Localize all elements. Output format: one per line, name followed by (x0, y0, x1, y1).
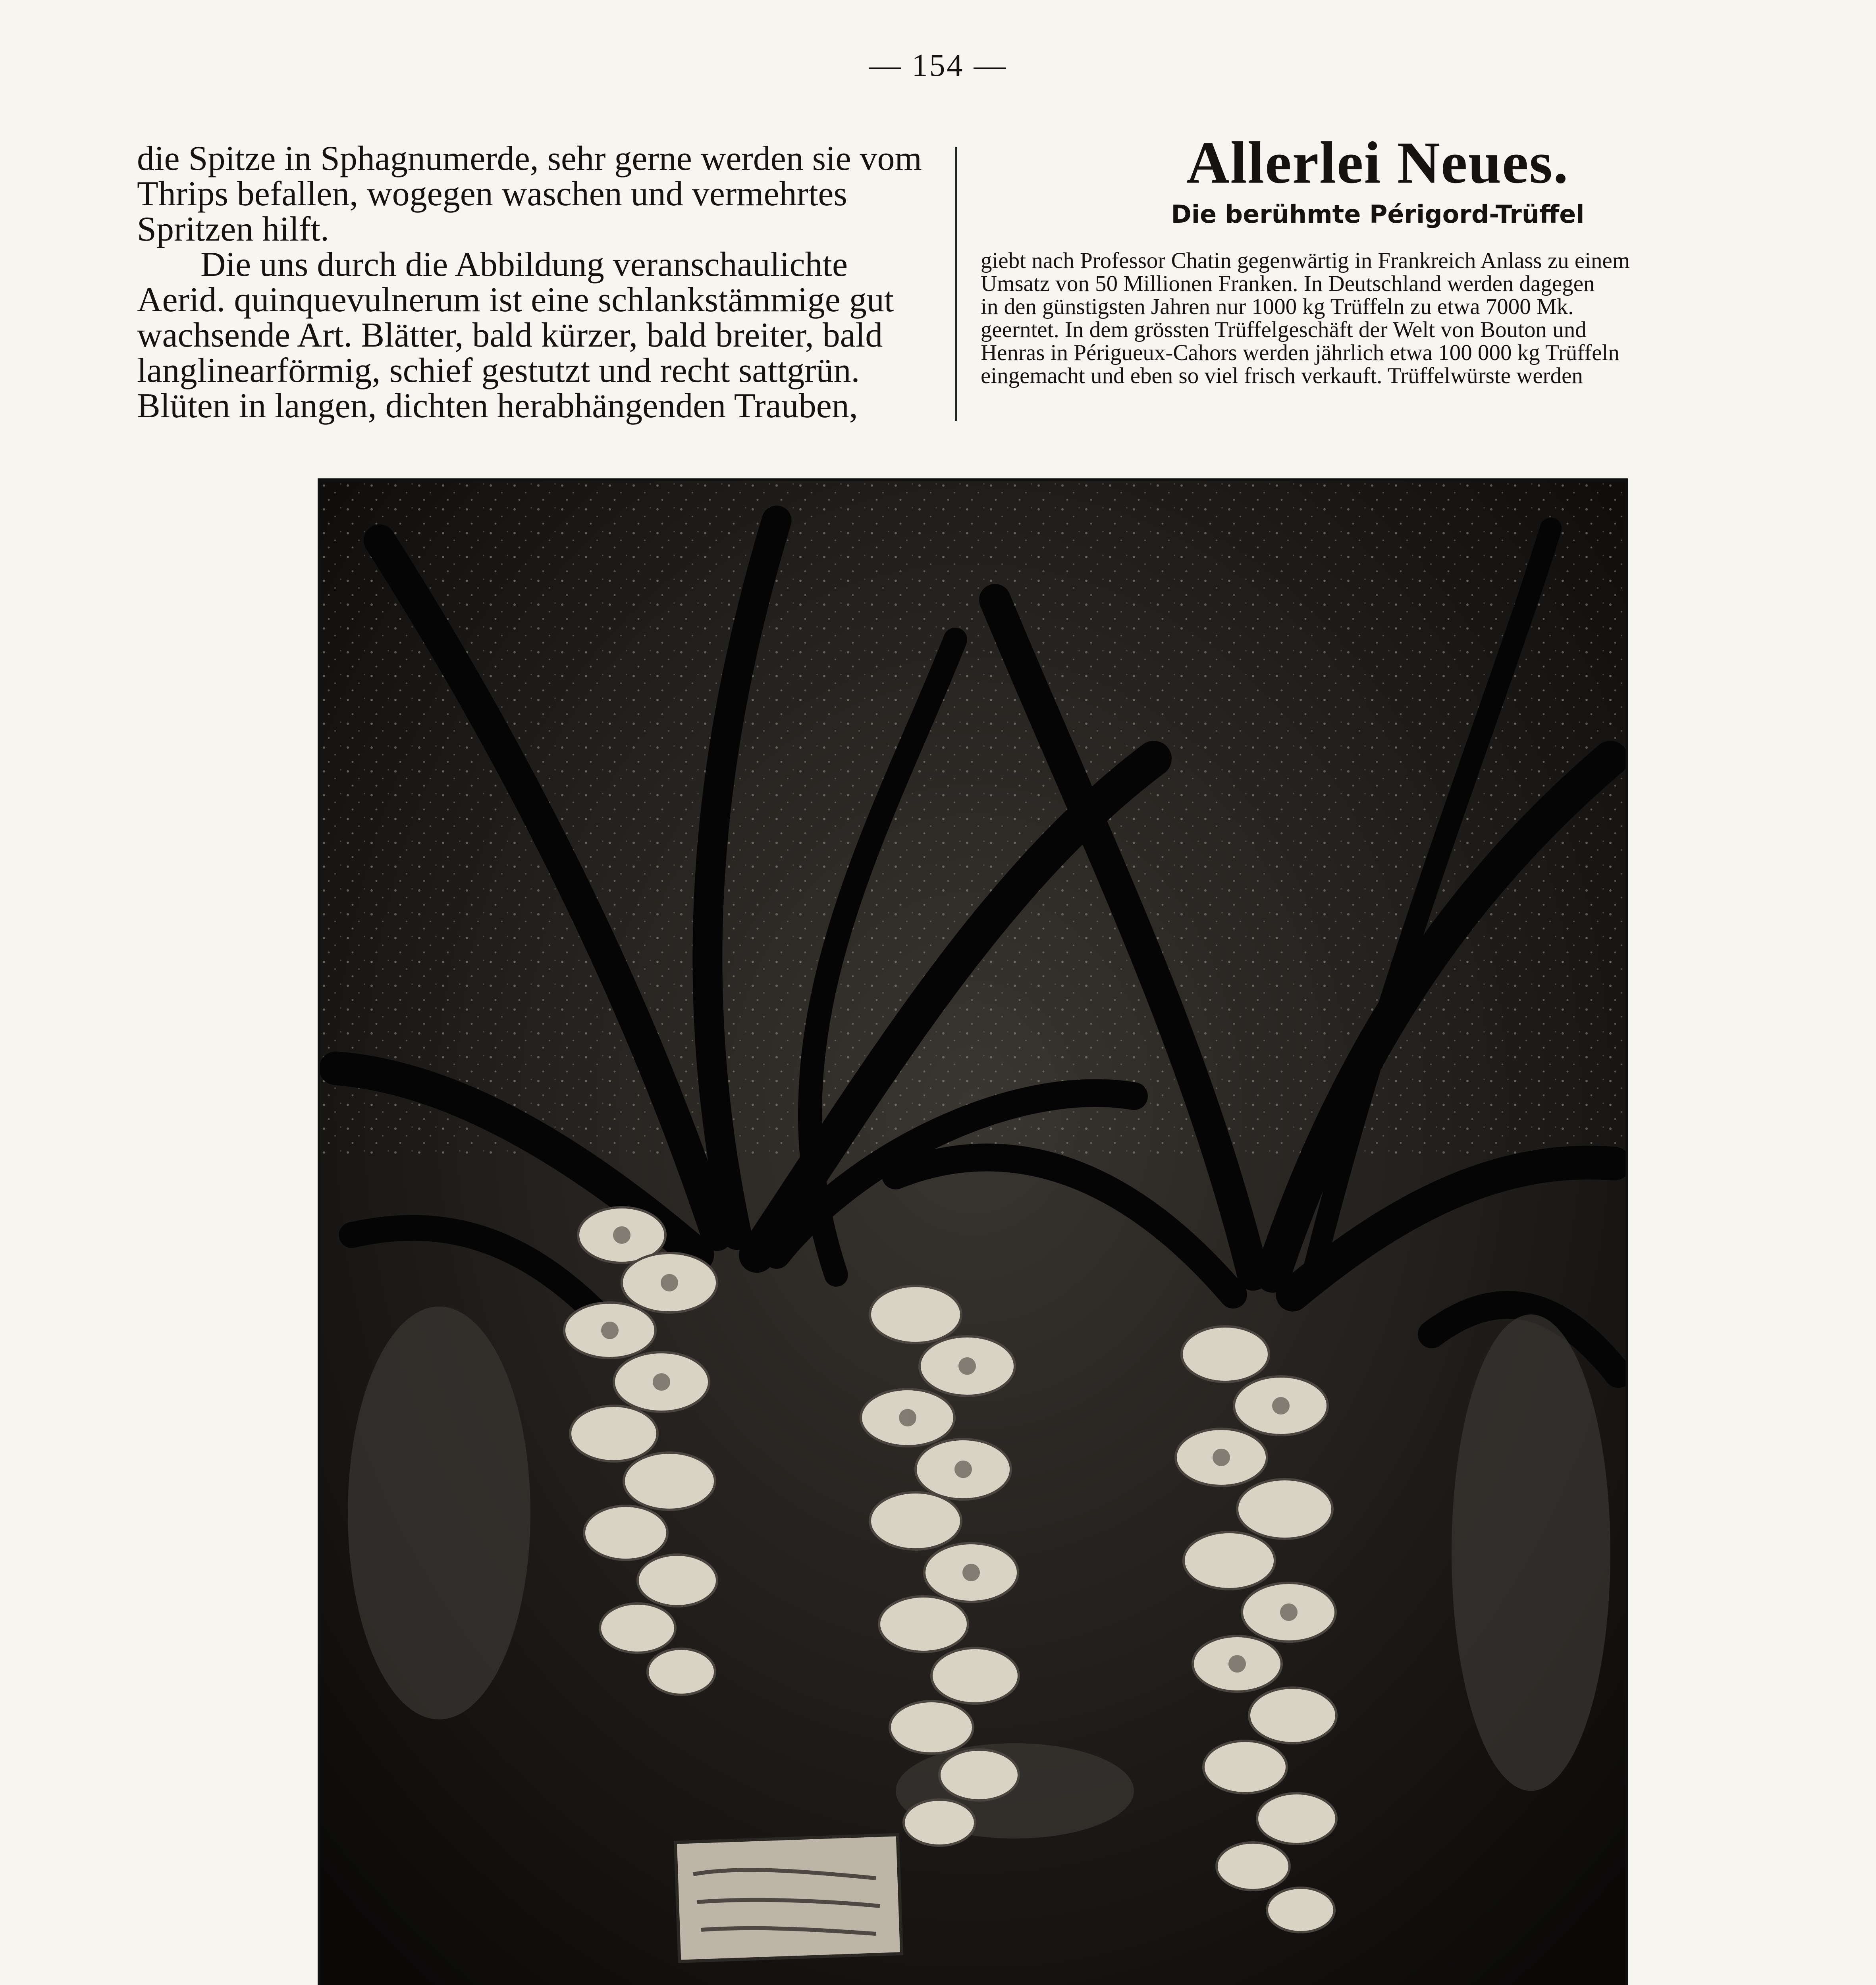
orchid-photograph (318, 478, 1628, 1985)
left-column-top (137, 141, 939, 424)
plant-label-tag (675, 1835, 902, 1961)
text-line: giebt nach Professor Chatin gegenwärtig in Frankreich Anlass zu einem (981, 248, 1630, 273)
text-line: Die uns durch die Abbildung veranschaulichte (201, 245, 848, 284)
text-line: eingemacht und eben so viel frisch verkauft. Trüffelwürste werden (981, 363, 1583, 388)
article-title: Die berühmte Périgord-Trüffel (1171, 200, 1585, 229)
text-line: wachsende Art. Blätter, bald kürzer, bald breiter, bald (137, 316, 883, 355)
text-line: Aerid. quinquevulnerum ist eine schlankstämmige gut (137, 281, 894, 319)
section-heading: Allerlei Neues. (1186, 130, 1569, 196)
text-line: Thrips befallen, wogegen waschen und vermehrtes (137, 175, 847, 213)
text-line: geerntet. In dem grössten Trüffelgeschäft der Welt von Bouton und (981, 317, 1587, 342)
text-line: Umsatz von 50 Millionen Franken. In Deutschland werden dagegen (981, 271, 1595, 296)
text-line: in den günstigsten Jahren nur 1000 kg Trüffeln zu etwa 7000 Mk. (981, 294, 1574, 319)
text-line: Henras in Périgueux-Cahors werden jährlich etwa 100 000 kg Trüffeln (981, 340, 1620, 365)
text-line: langlinearförmig, schief gestutzt und recht sattgrün. (137, 351, 860, 390)
page-number: — 154 — (869, 48, 1007, 83)
text-line: Blüten in langen, dichten herabhängenden Trauben, (137, 387, 858, 425)
text-line: Spritzen hilft. (137, 210, 329, 249)
orchid-illustration (320, 481, 1625, 1985)
text-line: die Spitze in Sphagnumerde, sehr gerne werden sie vom (137, 139, 922, 178)
right-column-top (981, 249, 1787, 387)
column-divider (955, 147, 957, 421)
